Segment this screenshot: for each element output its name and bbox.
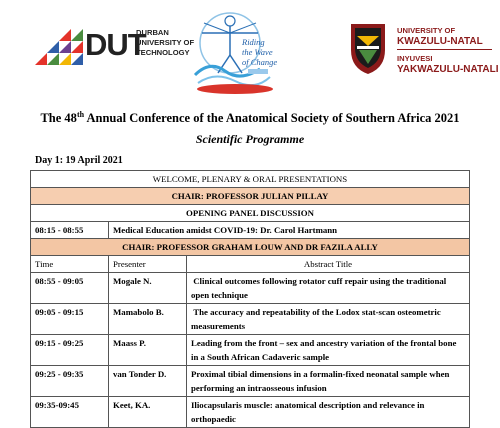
- title-post: Annual Conference of the Anatomical Society of Southern Africa 2021: [84, 111, 460, 126]
- table-header-row: [31, 256, 470, 273]
- band-opening-panel: OPENING PANEL DISCUSSION: [31, 205, 470, 222]
- ukzn-crest-icon: [345, 20, 391, 76]
- dut-line3: TECHNOLOGY: [136, 48, 190, 57]
- wave-line2: the Wave: [242, 47, 273, 57]
- logo-banner: [0, 0, 500, 105]
- document-title: [0, 110, 500, 126]
- column-header-abstract: Abstract Title: [187, 256, 470, 273]
- title-pre: The 48: [40, 111, 77, 126]
- band-chair-2: CHAIR: PROFESSOR GRAHAM LOUW AND DR FAZILA ALLY: [31, 239, 470, 256]
- row-abstract-title: Leading from the front – sex and ancestry variation of the frontal bone in a South African Cadaveric sample: [187, 335, 470, 366]
- band-chair-1: CHAIR: PROFESSOR JULIAN PILLAY: [31, 188, 470, 205]
- dut-triangles-icon: [35, 25, 83, 65]
- row-time: 08:55 - 09:05: [31, 273, 109, 304]
- session-title: Medical Education amidst COVID-19: Dr. Carol Hartmann: [109, 222, 470, 239]
- table-band-row: [31, 171, 470, 188]
- ukzn-logo: [345, 20, 499, 80]
- row-presenter: Mamabolo B.: [109, 304, 187, 335]
- row-abstract-title: Proximal tibial dimensions in a formalin-fixed neonatal sample when performing an intraosseous infusion: [187, 366, 470, 397]
- row-time: 09:35-09:45: [31, 397, 109, 428]
- ukzn-line4: YAKWAZULU-NATALI: [397, 64, 499, 75]
- title-sup: th: [76, 110, 85, 119]
- row-presenter: Mogale N.: [109, 273, 187, 304]
- table-band-row: [31, 239, 470, 256]
- dut-logo: [35, 25, 195, 75]
- table-band-row: [31, 188, 470, 205]
- table-row: [31, 304, 470, 335]
- row-abstract-title: Iliocapsularis muscle: anatomical description and relevance in orthopaedic: [187, 397, 470, 428]
- table-row: [31, 397, 470, 428]
- table-row: [31, 335, 470, 366]
- dut-logo-subtext: [136, 28, 196, 58]
- row-time: 09:25 - 09:35: [31, 366, 109, 397]
- ukzn-line1: UNIVERSITY OF: [397, 26, 456, 35]
- ukzn-line3: INYUVESI: [397, 54, 433, 63]
- table-row: [31, 366, 470, 397]
- day-heading: Day 1: 19 April 2021: [35, 155, 123, 166]
- column-header-time: Time: [31, 256, 109, 273]
- column-header-presenter: Presenter: [109, 256, 187, 273]
- ukzn-logo-text: [397, 26, 498, 75]
- row-time: 09:15 - 09:25: [31, 335, 109, 366]
- ukzn-line2: KWAZULU-NATAL: [397, 36, 483, 47]
- ukzn-divider: [397, 49, 492, 50]
- conference-logo: [190, 5, 290, 105]
- table-row: [31, 273, 470, 304]
- table-band-row: [31, 205, 470, 222]
- row-presenter: Maass P.: [109, 335, 187, 366]
- dut-line2: UNIVERSITY OF: [136, 38, 195, 47]
- session-time: 08:15 - 08:55: [31, 222, 109, 239]
- row-time: 09:05 - 09:15: [31, 304, 109, 335]
- band-welcome: WELCOME, PLENARY & ORAL PRESENTATIONS: [31, 171, 470, 188]
- row-presenter: Keet, KA.: [109, 397, 187, 428]
- wave-line3: of Change: [242, 57, 278, 67]
- programme-table: [30, 170, 470, 428]
- wave-line1: Riding: [242, 37, 265, 47]
- row-presenter: van Tonder D.: [109, 366, 187, 397]
- table-row: [31, 222, 470, 239]
- conference-logo-text: [242, 37, 290, 67]
- dut-line1: DURBAN: [136, 28, 169, 37]
- document-subtitle: Scientific Programme: [195, 132, 305, 146]
- row-abstract-title: The accuracy and repeatability of the Lodox stat-scan osteometric measurements: [187, 304, 470, 335]
- dut-logo-text: DUT: [85, 27, 146, 62]
- row-abstract-title: Clinical outcomes following rotator cuff repair using the traditional open technique: [187, 273, 470, 304]
